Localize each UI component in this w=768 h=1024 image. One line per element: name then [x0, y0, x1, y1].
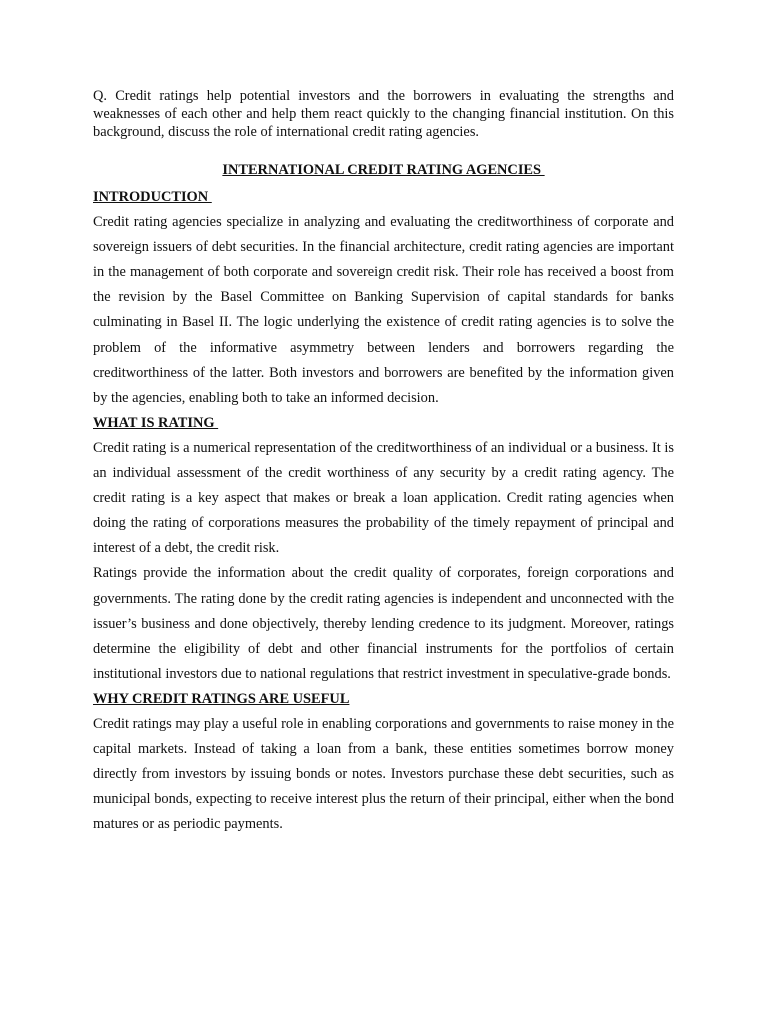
- section-heading-why-useful: WHY CREDIT RATINGS ARE USEFUL: [93, 690, 350, 707]
- what-is-rating-paragraph-2: Ratings provide the information about the credit quality of corporates, foreign corporations and governments. The rating done by the credit rating agencies is independent and unconnected with the issuer’s business and done objectively, thereby lending credence to its judgment. Moreover, ratings determine the eligibility of debt and other financial instruments for the portfolios of certain institutional investors due to national regulations that restrict investment in speculative-grade bonds.: [93, 565, 674, 682]
- what-is-rating-paragraph-1: Credit rating is a numerical representation of the creditworthiness of an individual or a business. It is an individual assessment of the credit worthiness of any security by a credit rating agency. The credit rating is a key aspect that makes or break a loan application. Credit rating agencies when doing the rating of corporations measures the probability of the timely repayment of principal and interest of a debt, the credit risk.: [93, 439, 674, 557]
- section-heading-what-is-rating: WHAT IS RATING: [93, 414, 219, 431]
- section-heading-introduction: INTRODUCTION: [93, 189, 212, 205]
- document-title: INTERNATIONAL CREDIT RATING AGENCIES: [222, 162, 545, 178]
- introduction-paragraph: Credit rating agencies specialize in analyzing and evaluating the creditworthiness of corporate and sovereign issuers of debt securities. In the financial architecture, credit rating agencies are important in the management of both corporate and sovereign credit risk. Their role has received a boost from the revision by the Basel Committee on Banking Supervision of capital standards for banks culminating in Basel II. The logic underlying the existence of credit rating agencies is to solve the problem of the informative asymmetry between lenders and borrowers regarding the creditworthiness of the latter. Both investors and borrowers are benefited by the information given by the agencies, enabling both to take an informed decision.: [93, 214, 674, 406]
- question-text: Q. Credit ratings help potential investors and the borrowers in evaluating the strengths and weaknesses of each other and help them react quickly to the changing financial institution. On this background, discuss the role of international credit rating agencies.: [93, 88, 674, 140]
- section-why-useful: [93, 687, 674, 838]
- section-introduction: [93, 185, 674, 411]
- why-useful-paragraph: Credit ratings may play a useful role in enabling corporations and governments to raise money in the capital markets. Instead of taking a loan from a bank, these entities sometimes borrow money directly from investors by issuing bonds or notes. Investors purchase these debt securities, such as municipal bonds, expecting to receive interest plus the return of their principal, either when the bond matures or as periodic payments.: [93, 715, 674, 833]
- section-what-is-rating: [93, 411, 674, 687]
- document-page: [93, 87, 674, 837]
